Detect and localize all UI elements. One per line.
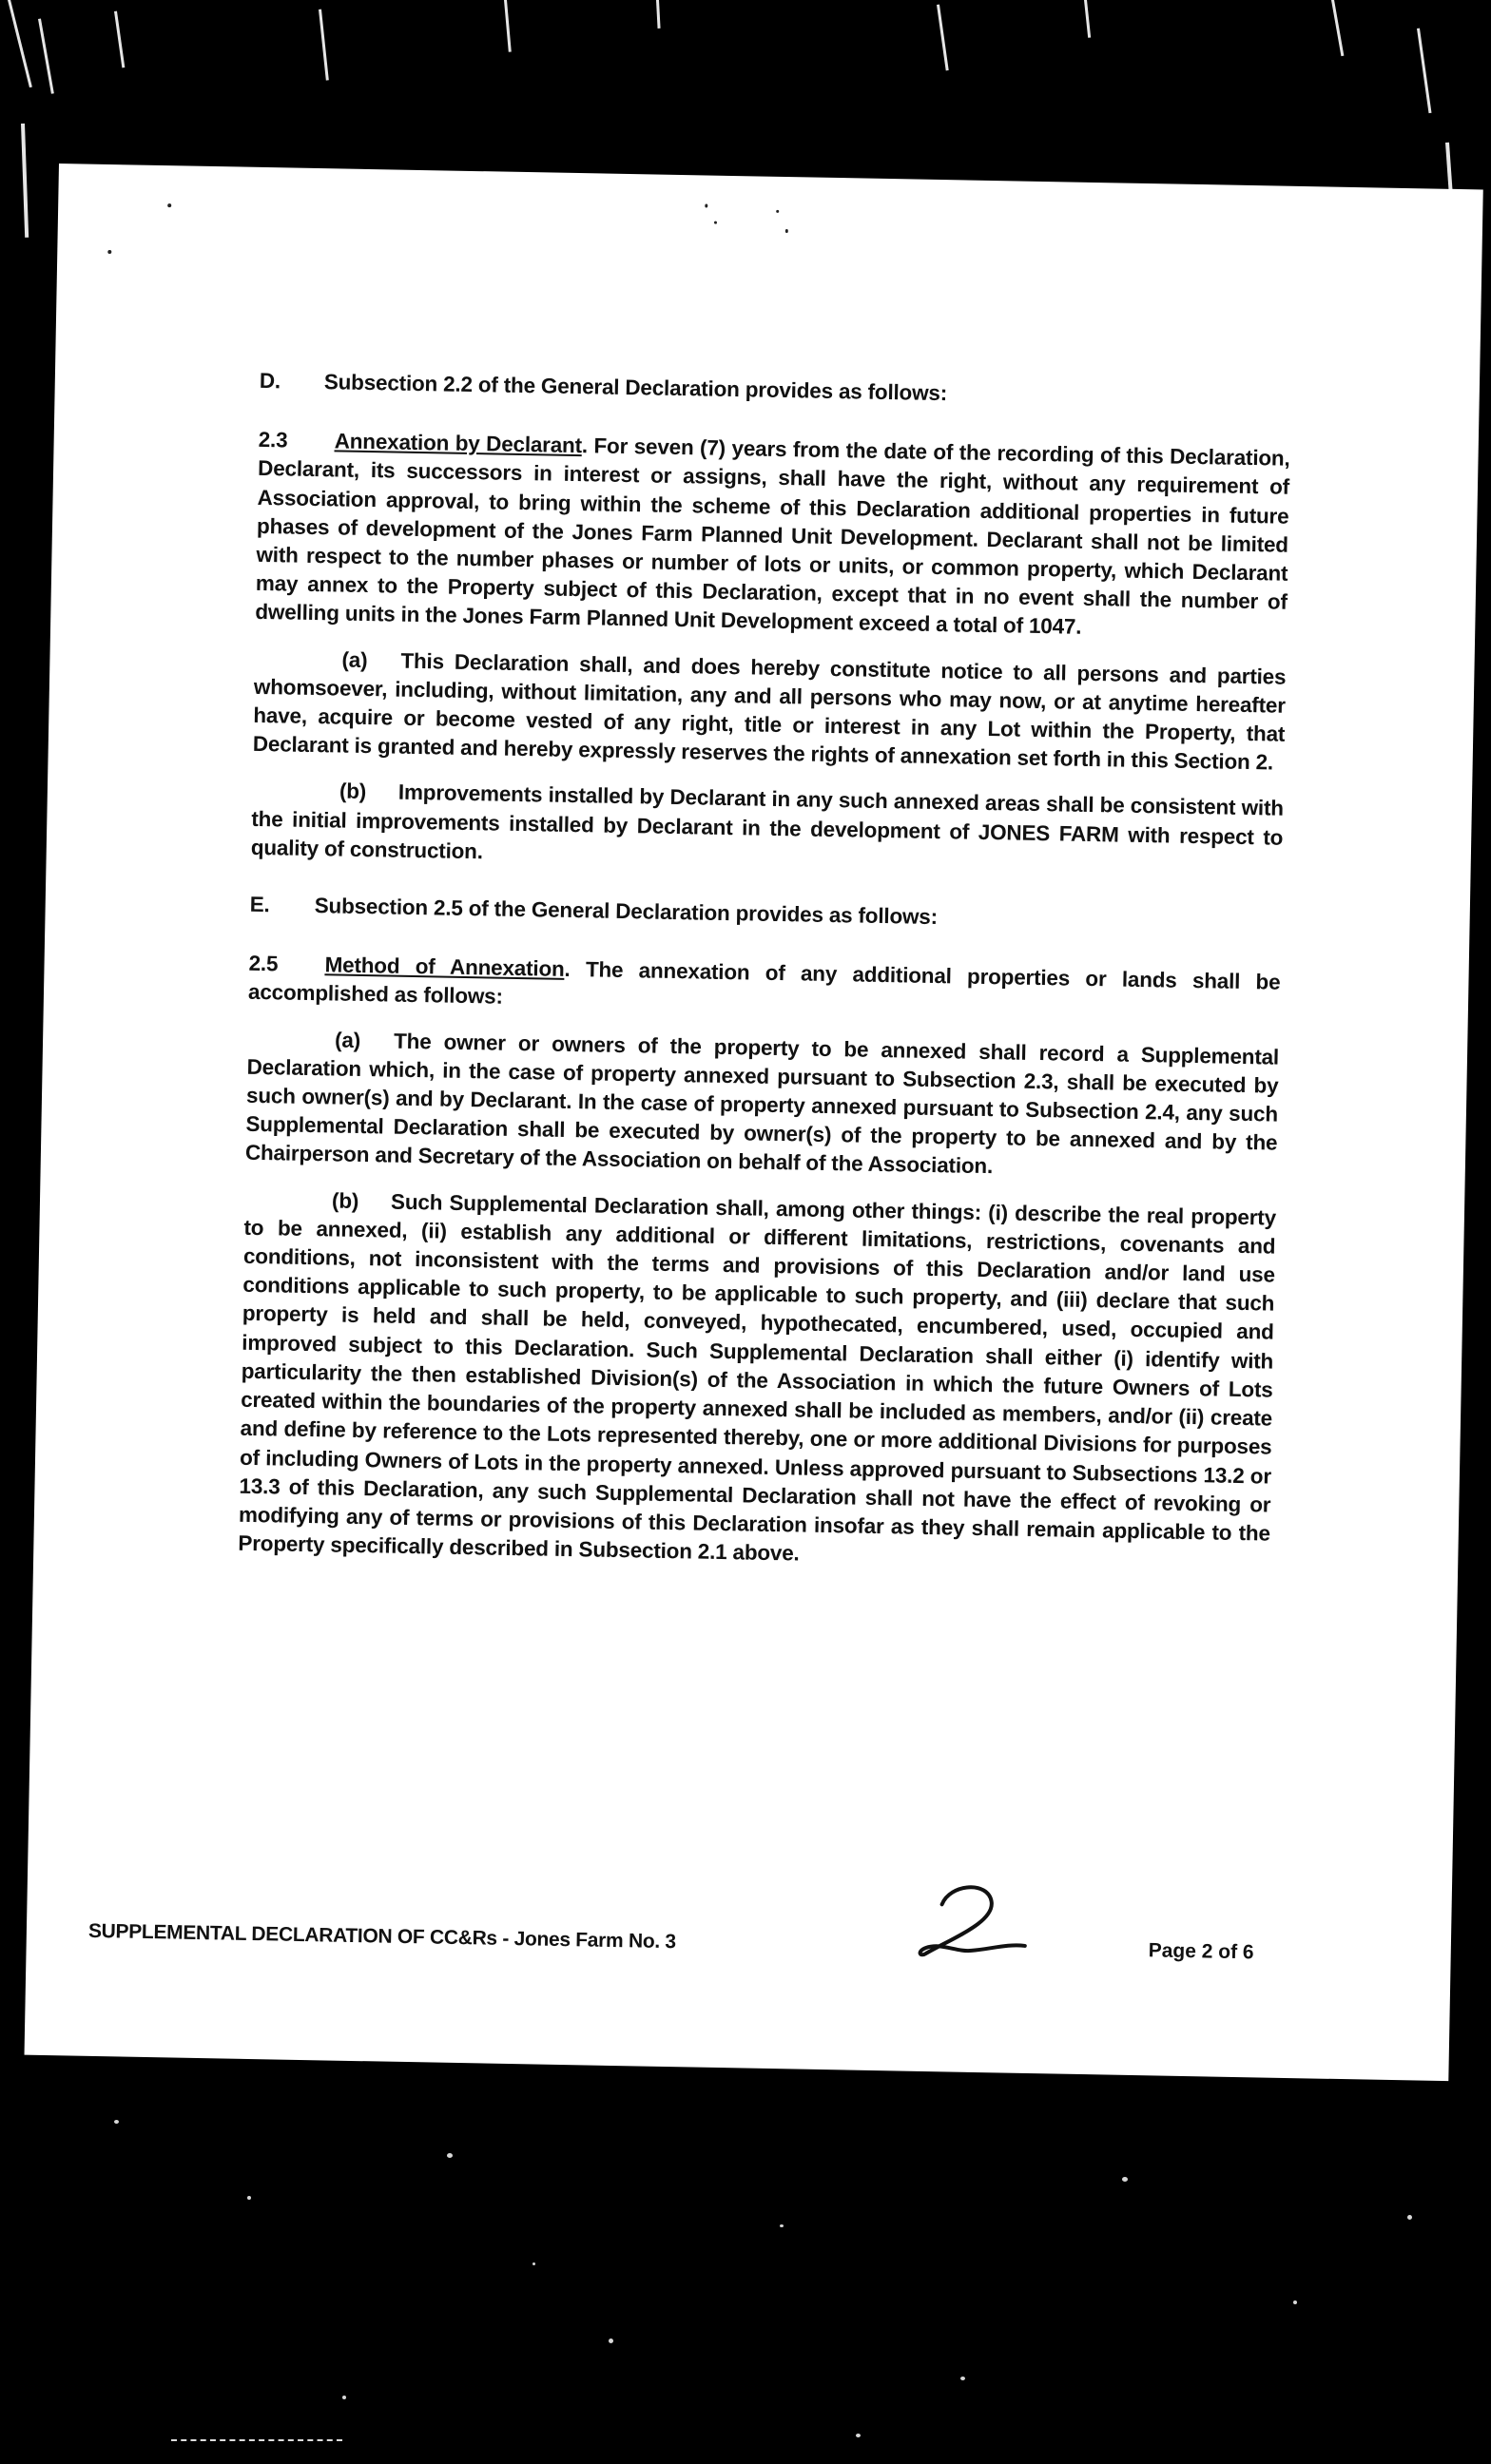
subsection-text: Improvements installed by Declarant in any such annexed areas shall be consistent with the initial improvements installed by Declarant in the development of JONES FARM with respect to quality of construction. [250,780,1285,864]
scan-noise [937,5,949,71]
page-speck [167,203,171,207]
subsection-2-5-b [238,1184,1276,1576]
scan-noise [609,2339,613,2343]
page-speck [714,221,717,224]
scan-noise [960,2377,965,2380]
page-speck [785,229,788,233]
scan-noise [342,2396,346,2399]
document-page [25,164,1483,2081]
subsection-text: This Declaration shall, and does hereby constitute notice to all persons and parties whomsoever, including, without limitation, any and all persons who may now, or at anytime hereafter have, acquire or become vested of any right, title or interest in any Lot within the Property, that Declarant is granted and hereby expressly reserves the rights of annexation set forth in this Section 2. [252,648,1287,775]
scan-noise [532,2262,535,2265]
scan-noise [856,2434,861,2437]
scan-noise [319,10,329,81]
subsection-2-5-a [245,1024,1280,1186]
page-speck [776,210,779,213]
scan-noise [1122,2177,1128,2182]
section-heading-text: Subsection 2.5 of the General Declaration provides as follows: [314,894,939,930]
scan-noise [171,2439,342,2443]
subsection-label: (b) [331,1188,359,1213]
subsection-2-3-a [253,644,1287,778]
section-number: 2.3 [258,428,288,452]
scan-noise [38,18,54,93]
scan-noise [114,2120,119,2124]
section-number: 2.5 [248,952,279,976]
scan-noise [114,11,125,68]
handwritten-page-number [912,1872,1037,1965]
scan-noise [247,2196,251,2200]
scan-noise [780,2224,784,2227]
section-body: . For seven (7) years from the date of the recording of this Declaration, Declarant, its successors in interest or assigns, shall have the right, without any requirement of Association approval, to bring within the scheme of this Declaration additional properties in future phases of development of the Jones Farm Planned Unit Development. Declarant shall not be limited with respect to the number phases or number of lots or units, or common property, which Declarant may annex to the Property subject of this Declaration, except that in no event shall the number of dwelling units in the Jones Farm Planned Unit Development exceed a total of 1047. [255,433,1290,640]
section-d-heading [260,367,1291,414]
page-speck [107,250,111,254]
section-2-3-paragraph [255,426,1290,645]
subsection-2-3-b [251,776,1284,880]
footer-title: SUPPLEMENTAL DECLARATION OF CC&Rs - Jones Farm No. 3 [87,1919,677,1954]
subsection-label: (a) [334,1028,361,1052]
scan-noise [1331,0,1344,56]
scan-noise [8,0,32,87]
subsection-text: The owner or owners of the property to be annexed shall record a Supplemental Declaration which, in the case of property annexed pursuant to Subsection 2.3, shall be executed by such owner(s) and by Declarant. In the case of property annexed pursuant to Subsection 2.4, any such Supplemental Declaration shall be executed by owner(s) of the property to be annexed and by the Chairperson and Secretary of the Association on behalf of the Association. [244,1029,1280,1179]
page-indicator: Page 2 of 6 [1148,1939,1254,1964]
section-body: . The annexation of any additional properties or lands shall be accomplished as follows: [247,957,1281,1010]
scan-noise [21,124,29,238]
section-title: Annexation by Declarant [334,429,583,458]
scan-noise [447,2153,453,2158]
section-title: Method of Annexation [324,953,565,982]
section-e-heading [249,891,1281,938]
section-letter: E. [249,892,270,917]
subsection-label: (a) [341,647,368,672]
scan-noise [1417,29,1431,114]
scan-noise [1407,2215,1412,2220]
scan-noise [504,0,512,52]
scan-noise [1084,0,1091,38]
scan-noise [1293,2300,1297,2304]
page-speck [705,203,707,207]
scan-noise [656,0,661,29]
section-heading-text: Subsection 2.2 of the General Declaration provides as follows: [323,370,948,406]
document-body [238,367,1291,1594]
section-letter: D. [259,368,281,394]
subsection-label: (b) [339,779,367,804]
subsection-text: Such Supplemental Declaration shall, among other things: (i) describe the real property to be annexed, (ii) establish any additional or different limitations, restrictions, covenants and conditions, not inconsistent with the terms and provisions of this Declaration and/or land use conditions applicable to such property, to be applicable to such property, and (iii) declare that such property is held and shall be held, conveyed, hypothecated, encumbered, used, occupied and improved subject to this Declaration. Such Supplemental Declaration shall either (i) identify with particularity the then established Division(s) of the Association in which the future Owners of Lots created within the boundaries of the property annexed shall be included as members, and/or (ii) create and define by reference to the Lots represented thereby, one or more additional Divisions for purposes of including Owners of Lots in the property annexed. Unless approved pursuant to Subsections 13.2 or 13.3 of this Declaration, any such Supplemental Declaration shall not have the effect of revoking or modifying any of terms or provisions of this Declaration insofar as they shall remain applicable to the Property specifically described in Subsection 2.1 above. [238,1189,1277,1566]
section-2-5-paragraph [248,950,1281,1026]
